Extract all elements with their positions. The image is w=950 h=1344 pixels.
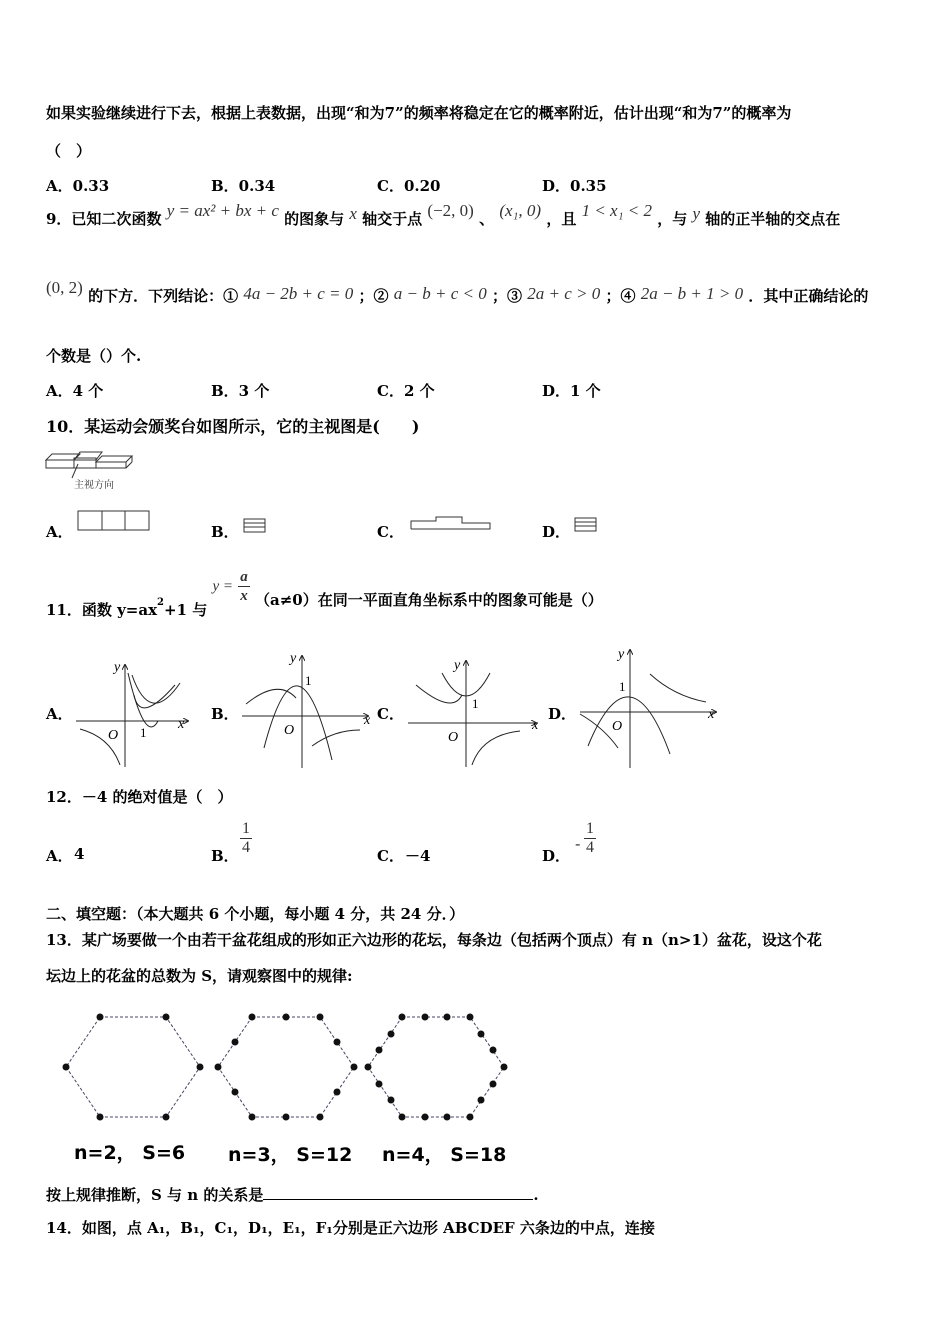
graph-a-origin: O — [108, 728, 119, 743]
q8-option-c: C．0.20 — [377, 177, 441, 195]
graph-c-origin: O — [448, 730, 459, 745]
q11-label-d: D． — [548, 705, 577, 723]
q9-p2: 的图象与 — [284, 210, 345, 228]
q12-b-den: 4 — [242, 839, 250, 856]
graph-d-origin: O — [612, 719, 623, 734]
q11-frac-num: a — [240, 569, 248, 585]
q11-graph-b — [238, 648, 376, 770]
q9-option-d: D．1 个 — [542, 382, 601, 400]
q9-c4: 2a − b + 1 > 0 — [640, 284, 744, 303]
q9-p4: ，且 — [546, 210, 577, 228]
q12-value-a: 4 — [74, 845, 85, 863]
q8-text-line2: （ ） — [46, 142, 92, 160]
q9-line3: 个数是（）个. — [46, 347, 142, 365]
graph-b-origin: O — [284, 723, 295, 738]
q12-label-c: C． — [377, 847, 404, 865]
graph-a-one: 1 — [140, 725, 147, 740]
q11-label-a: A． — [46, 705, 73, 723]
q13-tail2: . — [533, 1186, 539, 1204]
hex-caption-2: n=3， S=12 — [228, 1144, 353, 1166]
q10-label-a: A． — [46, 523, 73, 541]
q8-option-d: D．0.35 — [542, 177, 607, 195]
q10-option-b-figure — [243, 518, 267, 534]
q12-d-sign: - — [575, 834, 581, 853]
q9-p5: ，与 — [657, 210, 688, 228]
q9-p1: 9．已知二次函数 — [46, 210, 162, 228]
hexagon-pattern-figure — [56, 1005, 516, 1135]
q11-graph-a — [70, 655, 198, 770]
graph-c-y: y — [454, 658, 461, 673]
q9-p9: ；③ — [491, 287, 522, 305]
q11-label-c: C． — [377, 705, 404, 723]
q12-value-c: －4 — [405, 847, 431, 865]
q12-b-num: 1 — [242, 820, 250, 837]
q9-p10: ；④ — [605, 287, 636, 305]
q11-p2: +1 与 — [164, 600, 208, 619]
graph-d-x: x — [708, 707, 715, 722]
q9-option-b: B．3 个 — [211, 382, 270, 400]
q12-label-a: A． — [46, 847, 73, 865]
q12-frac-d — [584, 820, 596, 857]
podium-caption: 主视方向 — [74, 480, 114, 491]
q13-answer-line — [46, 1184, 539, 1205]
q9-p3: 轴交于点 — [362, 210, 423, 228]
q13-tail1: 按上规律推断，S 与 n 的关系是 — [46, 1186, 264, 1204]
q11-sup: 2 — [157, 596, 165, 608]
graph-d-one: 1 — [619, 679, 626, 694]
q11-graph-c — [402, 655, 544, 770]
q12-frac-b — [240, 820, 252, 857]
q14-text: 14．如图，点 A₁，B₁，C₁，D₁，E₁，F₁分别是正六边形 ABCDEF 六条边的中点，连接 — [46, 1219, 655, 1237]
graph-c-x: x — [532, 718, 539, 733]
graph-a-x: x — [178, 717, 185, 732]
hex-caption-3: n=4， S=18 — [382, 1144, 507, 1166]
q8-option-a: A．0.33 — [46, 177, 110, 195]
section2-title: 二、填空题：（本大题共 6 个小题，每小题 4 分，共 24 分．） — [46, 905, 465, 923]
q9-line1 — [46, 201, 841, 229]
q12-d-num: 1 — [586, 820, 594, 837]
q10-option-c-figure — [410, 515, 492, 531]
q11-p1: 11．函数 y=ax — [46, 600, 158, 619]
q13-line1: 13．某广场要做一个由若干盆花组成的形如正六边形的花坛，每条边（包括两个顶点）有 n（n>1）盆花，设这个花 — [46, 931, 822, 949]
q11-graph-d — [574, 644, 722, 770]
q10-label-d: D． — [542, 523, 571, 541]
q12-label-b: B． — [211, 847, 239, 865]
graph-d-y: y — [618, 647, 625, 662]
q8-text-line1: 如果实验继续进行下去，根据上表数据，出现“和为7”的频率将稳定在它的概率附近，估计出现“和为7”的概率为 — [46, 104, 792, 122]
q9-c3: 2a + c > 0 — [527, 284, 601, 303]
q12-label-d: D． — [542, 847, 571, 865]
q10-text: 10．某运动会颁奖台如图所示，它的主视图是( ) — [46, 417, 420, 436]
graph-a-y: y — [114, 660, 121, 675]
q9-y: y — [692, 204, 701, 223]
q9-pt3: (0, 2) — [46, 278, 83, 297]
answer-blank[interactable] — [263, 1185, 533, 1200]
q8-option-b: B．0.34 — [211, 177, 276, 195]
graph-b-y: y — [290, 651, 297, 666]
graph-c-one: 1 — [472, 696, 479, 711]
q9-p6: 轴的正半轴的交点在 — [705, 210, 841, 228]
graph-b-x: x — [364, 713, 371, 728]
q10-label-b: B． — [211, 523, 239, 541]
q9-sep: 、 — [479, 210, 495, 228]
q11-p3: （a≠0）在同一平面直角坐标系中的图象可能是（） — [254, 590, 603, 609]
q9-p11: ．其中正确结论的 — [748, 287, 869, 305]
q9-pt1: (−2, 0) — [427, 201, 474, 220]
q13-line2: 坛边上的花盆的总数为 S，请观察图中的规律: — [46, 967, 353, 985]
q10-label-c: C． — [377, 523, 404, 541]
q9-ineq: 1 < x₁ < 2 — [581, 201, 652, 220]
q9-c1: 4a − 2b + c = 0 — [243, 284, 354, 303]
hex-caption-1: n=2， S=6 — [74, 1142, 186, 1164]
q9-x: x — [349, 204, 357, 223]
podium-figure — [44, 450, 136, 492]
q11-frac — [238, 568, 250, 605]
q11-text — [46, 568, 603, 619]
q9-option-c: C．2 个 — [377, 382, 435, 400]
q11-frac-lhs: y = — [212, 578, 234, 595]
q10-option-d-figure — [574, 517, 598, 533]
q12-text: 12．－4 的绝对值是（ ） — [46, 788, 233, 806]
graph-b-one: 1 — [305, 673, 312, 688]
q11-label-b: B． — [211, 705, 239, 723]
q9-c2: a − b + c < 0 — [393, 284, 487, 303]
q9-eq1: y = ax² + bx + c — [166, 201, 279, 220]
q11-frac-den: x — [240, 588, 248, 604]
q9-line2 — [46, 278, 869, 306]
q9-p7: 的下方．下列结论：① — [88, 287, 239, 305]
q9-pt2: (x₁, 0) — [499, 201, 542, 220]
q10-option-a-figure — [77, 510, 151, 532]
q12-d-den: 4 — [586, 839, 594, 856]
q9-p8: ；② — [358, 287, 389, 305]
q9-option-a: A．4 个 — [46, 382, 104, 400]
